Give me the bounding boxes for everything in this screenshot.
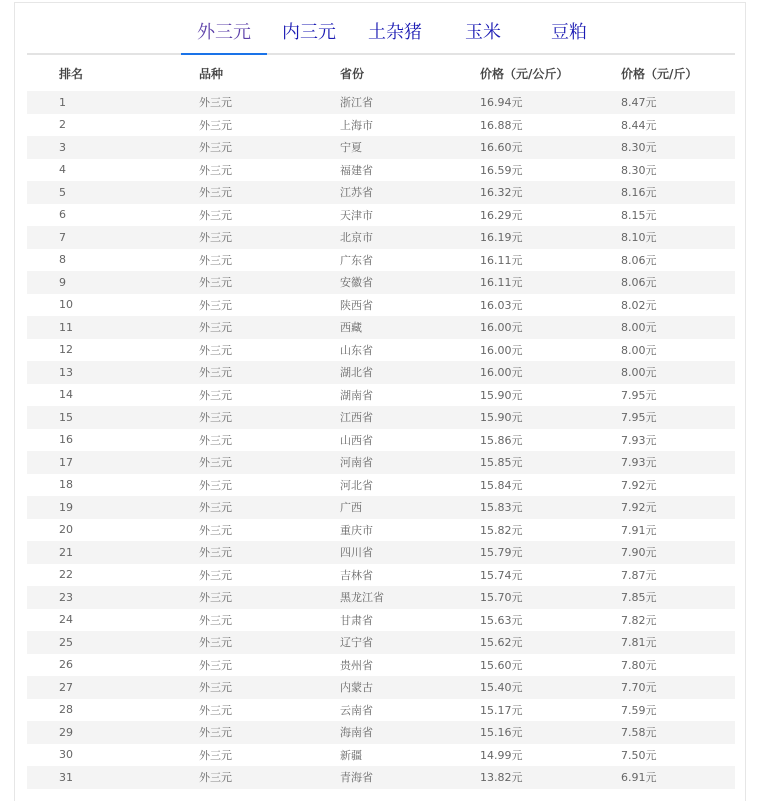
variety-cell: 外三元: [199, 276, 232, 290]
price-kg-cell: 15.16元: [480, 726, 523, 740]
rank-cell: 21: [59, 545, 73, 559]
table-row: [27, 474, 735, 497]
table-row: [27, 631, 735, 654]
rank-cell: 4: [59, 163, 66, 177]
province-cell: 河南省: [340, 456, 373, 470]
variety-cell: 外三元: [199, 613, 232, 627]
province-cell: 浙江省: [340, 96, 373, 110]
price-jin-cell: 8.00元: [621, 321, 657, 335]
tab-dou-po[interactable]: 豆粕: [551, 22, 587, 43]
table-row: [27, 136, 735, 159]
table-row: [27, 271, 735, 294]
price-jin-cell: 7.59元: [621, 703, 657, 717]
province-cell: 重庆市: [340, 523, 373, 537]
rank-cell: 15: [59, 410, 73, 424]
table-row: [27, 609, 735, 632]
price-kg-cell: 15.90元: [480, 411, 523, 425]
price-kg-cell: 14.99元: [480, 748, 523, 762]
price-jin-cell: 8.10元: [621, 231, 657, 245]
rank-cell: 13: [59, 365, 73, 379]
table-row: [27, 766, 735, 789]
price-kg-cell: 16.59元: [480, 163, 523, 177]
price-kg-cell: 15.17元: [480, 703, 523, 717]
province-cell: 宁夏: [340, 141, 362, 155]
table-row: [27, 114, 735, 137]
variety-cell: 外三元: [199, 411, 232, 425]
table-row: [27, 406, 735, 429]
price-kg-cell: 15.83元: [480, 501, 523, 515]
table-row: [27, 384, 735, 407]
variety-cell: 外三元: [199, 636, 232, 650]
province-cell: 福建省: [340, 163, 373, 177]
rank-cell: 29: [59, 725, 73, 739]
price-jin-cell: 7.80元: [621, 658, 657, 672]
variety-cell: 外三元: [199, 118, 232, 132]
price-jin-cell: 7.70元: [621, 681, 657, 695]
price-kg-cell: 15.86元: [480, 433, 523, 447]
price-jin-cell: 8.00元: [621, 343, 657, 357]
province-cell: 北京市: [340, 231, 373, 245]
price-kg-cell: 15.74元: [480, 568, 523, 582]
variety-cell: 外三元: [199, 478, 232, 492]
rank-cell: 14: [59, 388, 73, 402]
province-cell: 四川省: [340, 546, 373, 560]
variety-cell: 外三元: [199, 703, 232, 717]
price-kg-cell: 15.79元: [480, 546, 523, 560]
price-jin-cell: 7.82元: [621, 613, 657, 627]
rank-cell: 1: [59, 95, 66, 109]
variety-cell: 外三元: [199, 298, 232, 312]
rank-cell: 3: [59, 140, 66, 154]
variety-cell: 外三元: [199, 568, 232, 582]
rank-cell: 11: [59, 320, 73, 334]
price-kg-cell: 15.82元: [480, 523, 523, 537]
header-price-per-jin: 价格（元/斤）: [621, 66, 698, 81]
price-jin-cell: 8.00元: [621, 366, 657, 380]
province-cell: 山东省: [340, 343, 373, 357]
price-jin-cell: 7.50元: [621, 748, 657, 762]
variety-cell: 外三元: [199, 748, 232, 762]
province-cell: 天津市: [340, 208, 373, 222]
province-cell: 贵州省: [340, 658, 373, 672]
header-rank: 排名: [59, 66, 84, 81]
table-row: [27, 541, 735, 564]
variety-cell: 外三元: [199, 96, 232, 110]
table-row: [27, 204, 735, 227]
variety-cell: 外三元: [199, 523, 232, 537]
price-kg-cell: 16.11元: [480, 276, 523, 290]
price-kg-cell: 15.60元: [480, 658, 523, 672]
price-kg-cell: 15.62元: [480, 636, 523, 650]
price-kg-cell: 15.85元: [480, 456, 523, 470]
variety-cell: 外三元: [199, 253, 232, 267]
price-ranking-panel: [14, 2, 746, 801]
price-jin-cell: 8.15元: [621, 208, 657, 222]
rank-cell: 10: [59, 298, 73, 312]
rank-cell: 27: [59, 680, 73, 694]
province-cell: 内蒙古: [340, 681, 373, 695]
table-row: [27, 316, 735, 339]
province-cell: 青海省: [340, 771, 373, 785]
rank-cell: 18: [59, 478, 73, 492]
price-jin-cell: 6.91元: [621, 771, 657, 785]
rank-cell: 30: [59, 748, 73, 762]
variety-cell: 外三元: [199, 231, 232, 245]
rank-cell: 9: [59, 275, 66, 289]
header-variety: 品种: [199, 66, 224, 81]
price-jin-cell: 8.16元: [621, 186, 657, 200]
variety-cell: 外三元: [199, 321, 232, 335]
price-kg-cell: 16.32元: [480, 186, 523, 200]
table-row: [27, 744, 735, 767]
table-body: [27, 91, 735, 789]
variety-cell: 外三元: [199, 771, 232, 785]
price-kg-cell: 16.11元: [480, 253, 523, 267]
rank-cell: 24: [59, 613, 73, 627]
price-jin-cell: 7.92元: [621, 501, 657, 515]
rank-cell: 8: [59, 253, 66, 267]
price-jin-cell: 8.30元: [621, 141, 657, 155]
province-cell: 辽宁省: [340, 636, 373, 650]
province-cell: 西藏: [340, 321, 362, 335]
price-kg-cell: 15.84元: [480, 478, 523, 492]
rank-cell: 19: [59, 500, 73, 514]
province-cell: 山西省: [340, 433, 373, 447]
price-jin-cell: 7.95元: [621, 388, 657, 402]
table-row: [27, 519, 735, 542]
variety-cell: 外三元: [199, 456, 232, 470]
price-kg-cell: 15.90元: [480, 388, 523, 402]
price-jin-cell: 8.44元: [621, 118, 657, 132]
price-kg-cell: 16.60元: [480, 141, 523, 155]
table-row: [27, 91, 735, 114]
price-kg-cell: 16.00元: [480, 366, 523, 380]
price-kg-cell: 16.19元: [480, 231, 523, 245]
price-table: [27, 55, 735, 789]
variety-cell: 外三元: [199, 433, 232, 447]
table-row: [27, 676, 735, 699]
variety-cell: 外三元: [199, 141, 232, 155]
variety-cell: 外三元: [199, 658, 232, 672]
table-row: [27, 451, 735, 474]
price-kg-cell: 15.40元: [480, 681, 523, 695]
price-jin-cell: 8.30元: [621, 163, 657, 177]
price-jin-cell: 7.91元: [621, 523, 657, 537]
tab-wai-san-yuan[interactable]: 外三元: [181, 18, 267, 55]
tab-yu-mi[interactable]: 玉米: [465, 22, 501, 43]
province-cell: 河北省: [340, 478, 373, 492]
province-cell: 上海市: [340, 118, 373, 132]
variety-cell: 外三元: [199, 726, 232, 740]
table-row: [27, 721, 735, 744]
price-kg-cell: 15.70元: [480, 591, 523, 605]
tab-nei-san-yuan[interactable]: 内三元: [282, 22, 336, 43]
price-jin-cell: 7.90元: [621, 546, 657, 560]
price-jin-cell: 8.06元: [621, 276, 657, 290]
rank-cell: 6: [59, 208, 66, 222]
province-cell: 广东省: [340, 253, 373, 267]
province-cell: 陕西省: [340, 298, 373, 312]
variety-cell: 外三元: [199, 591, 232, 605]
province-cell: 安徽省: [340, 276, 373, 290]
price-jin-cell: 7.58元: [621, 726, 657, 740]
table-row: [27, 429, 735, 452]
price-jin-cell: 7.95元: [621, 411, 657, 425]
price-kg-cell: 13.82元: [480, 771, 523, 785]
table-row: [27, 699, 735, 722]
price-jin-cell: 7.92元: [621, 478, 657, 492]
table-row: [27, 294, 735, 317]
header-province: 省份: [340, 66, 365, 81]
province-cell: 湖南省: [340, 388, 373, 402]
variety-cell: 外三元: [199, 366, 232, 380]
table-row: [27, 654, 735, 677]
table-row: [27, 339, 735, 362]
tab-tu-za-zhu[interactable]: 土杂猪: [368, 22, 422, 43]
variety-cell: 外三元: [199, 546, 232, 560]
table-row: [27, 586, 735, 609]
price-kg-cell: 16.00元: [480, 321, 523, 335]
province-cell: 吉林省: [340, 568, 373, 582]
variety-cell: 外三元: [199, 186, 232, 200]
rank-cell: 25: [59, 635, 73, 649]
rank-cell: 2: [59, 118, 66, 132]
province-cell: 海南省: [340, 726, 373, 740]
table-row: [27, 564, 735, 587]
rank-cell: 12: [59, 343, 73, 357]
category-tabs: [27, 18, 735, 55]
province-cell: 江苏省: [340, 186, 373, 200]
rank-cell: 16: [59, 433, 73, 447]
table-row: [27, 181, 735, 204]
price-kg-cell: 16.94元: [480, 96, 523, 110]
province-cell: 甘肃省: [340, 613, 373, 627]
table-row: [27, 249, 735, 272]
rank-cell: 17: [59, 455, 73, 469]
table-row: [27, 159, 735, 182]
province-cell: 江西省: [340, 411, 373, 425]
rank-cell: 22: [59, 568, 73, 582]
price-kg-cell: 16.03元: [480, 298, 523, 312]
province-cell: 广西: [340, 501, 362, 515]
price-jin-cell: 7.93元: [621, 433, 657, 447]
province-cell: 黑龙江省: [340, 591, 384, 605]
header-price-per-kg: 价格（元/公斤）: [480, 66, 569, 81]
variety-cell: 外三元: [199, 501, 232, 515]
variety-cell: 外三元: [199, 208, 232, 222]
rank-cell: 5: [59, 185, 66, 199]
variety-cell: 外三元: [199, 163, 232, 177]
rank-cell: 23: [59, 590, 73, 604]
price-jin-cell: 8.02元: [621, 298, 657, 312]
table-row: [27, 361, 735, 384]
price-kg-cell: 16.00元: [480, 343, 523, 357]
variety-cell: 外三元: [199, 681, 232, 695]
province-cell: 湖北省: [340, 366, 373, 380]
price-kg-cell: 16.88元: [480, 118, 523, 132]
rank-cell: 28: [59, 703, 73, 717]
table-header-row: [27, 55, 735, 91]
rank-cell: 31: [59, 770, 73, 784]
rank-cell: 20: [59, 523, 73, 537]
price-jin-cell: 8.47元: [621, 96, 657, 110]
province-cell: 新疆: [340, 748, 362, 762]
rank-cell: 26: [59, 658, 73, 672]
variety-cell: 外三元: [199, 388, 232, 402]
variety-cell: 外三元: [199, 343, 232, 357]
price-jin-cell: 7.87元: [621, 568, 657, 582]
province-cell: 云南省: [340, 703, 373, 717]
price-kg-cell: 15.63元: [480, 613, 523, 627]
price-jin-cell: 7.85元: [621, 591, 657, 605]
price-jin-cell: 7.93元: [621, 456, 657, 470]
price-jin-cell: 7.81元: [621, 636, 657, 650]
price-jin-cell: 8.06元: [621, 253, 657, 267]
table-row: [27, 226, 735, 249]
price-kg-cell: 16.29元: [480, 208, 523, 222]
table-row: [27, 496, 735, 519]
rank-cell: 7: [59, 230, 66, 244]
